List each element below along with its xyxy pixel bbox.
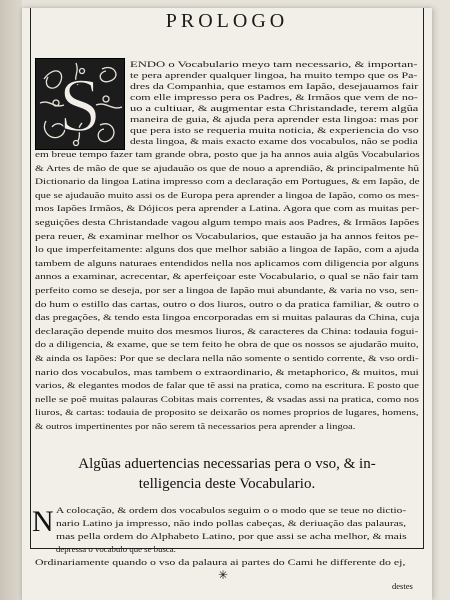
prologue-line: perfeito como se deseja, por ser a lingoa de Iapão mui abundante, & varia no vso, sen- (35, 286, 419, 295)
prologue-line: nelle se poẽ muitas palauras Cobitas mais correntes, & vsadas assi na pratica, como nos (35, 394, 419, 404)
dropcap-s: S (58, 64, 102, 148)
prologue-line: varios, & elegantes modos de falar que tẽ assi na pratica, como na escritura. E posto que (35, 381, 419, 391)
prologue-line: que se ajudauão muito assi os de Europa pera aprender a lingoa de Iapão, como os mes- (35, 190, 420, 200)
prologue-line: maneira de guia, & ajuda pera aprender esta lingoa: mas por (130, 115, 419, 124)
prologue-line: & Artes de mão de que se ajudauão os que de nouo a aprendião, & principalmente hũ (35, 163, 419, 173)
prologue-line: uo a cultiuar, & augmentar esta Christandade, terem algũa (130, 104, 419, 113)
section-dropcap-n: N (32, 505, 54, 538)
advertencia-line: A colocação, & ordem dos vocabulos seguim o o modo que se teue no dictio- (56, 506, 407, 515)
catchword: destes (392, 581, 413, 591)
prologue-line: & outros impertinentes por não serem tã necessarios pera aprender a lingoa. (35, 422, 356, 431)
prologue-line: pera reuer, & examinar melhor os Vocabularios, que estauão ja ha annos feitos pe- (35, 231, 419, 241)
prologue-line: liuros, & cartas: todauia de proposito se deixarão os nomes proprios de lugares, homens, (35, 408, 419, 418)
prologue-line: ENDO o Vocabulario meyo tam necessario, & importan- (130, 60, 418, 69)
advertencia-line: depressa o vocabulo que se busca. (56, 545, 176, 554)
prologue-line: que pera isto se requeria muita noticia, & experiencia do vso (130, 126, 419, 135)
prologue-line: seguições desta Christandade vagou algum tempo mais aos Padres, & Irmãos Iapões (35, 218, 420, 227)
prologue-line: lo que imperfeitamente: alguns dos que melhor sabião a lingoa de Iapão, com a ajuda (35, 245, 419, 255)
advertencia-line: Ordinariamente quando o vso da palaura ai partes do Cami he differente do ej, (35, 558, 406, 567)
prologue-line: te pera aprender qualquer lingoa, ha muito tempo que os Pa- (130, 71, 418, 80)
prologue-line: nario dos vocabulos, mas tambem o extraordinario, & metaphorico, & muitos, mui (35, 367, 419, 377)
prologue-line: com elle impresso pera os Padres, & Irmãos que vem de no- (130, 93, 418, 102)
book-page (22, 8, 432, 600)
section-heading-line-2: telligencia deste Vocabulario. (138, 476, 316, 492)
prologue-line: do hum o estillo das cartas, outro o dos liuros, outro o da pratica familiar, & outro o (35, 299, 419, 309)
prologue-line: declaração depende muito dos mesmos liuros, & caracteres da China: todauia fogui- (35, 326, 419, 336)
prologue-line: & ainda os Iapões: Por que se declara nella não somente o sentido corrente, & vso ordi- (35, 354, 419, 363)
asterisk-ornament-icon: ✳ (218, 568, 229, 582)
prologue-line: dres da Companhia, que estamos em Iapão, desejauamos fair (130, 82, 419, 91)
prologue-line: annos a examinar, acrecentar, & aperfeiçoar este Vocabulario, o qual se não fair tam (35, 272, 419, 282)
page-title: PROLOGO (165, 10, 289, 32)
prologue-line: Dictionario da lingoa Latina impresso com a declaração em Portugues, & em Iapão, de (35, 177, 420, 187)
floral-ornament-icon (36, 59, 124, 149)
advertencia-line: nario Latino ja impresso, não indo pollas cabeças, & deriuação das palauras, (56, 519, 407, 528)
left-page-edge (0, 0, 22, 600)
prologue-line: em breue tempo fazer tam grande obra, posto que ja ha annos auia algũs Vocabularios (35, 150, 420, 159)
advertencia-line: mas pella ordem do Alphabeto Latino, por que assi se acha melhor, & mais (56, 532, 407, 541)
prologue-line: das pregações, & tendo esta lingoa encorporadas em si muitas palauras da China, cuja (35, 313, 420, 323)
decorated-initial-s (35, 58, 125, 150)
section-heading-line-1: Algũas aduertencias necessarias pera o vso, & in- (78, 456, 376, 472)
prologue-line: mos Iapões Irmãos, & Dójicos pera aprender a Latina. Agora que com as muitas per- (35, 204, 420, 214)
prologue-line: tambem de alguns naturaes entendidos nella nos aplicamos com diligencia por alguns (35, 258, 419, 268)
prologue-line: desta lingoa, & mais exacto exame dos vocabulos, não se podia (130, 137, 418, 146)
prologue-line: do a diligencia, & exame, que se tem feito he obra de que os nossos se ajudarão muito, (35, 340, 419, 350)
